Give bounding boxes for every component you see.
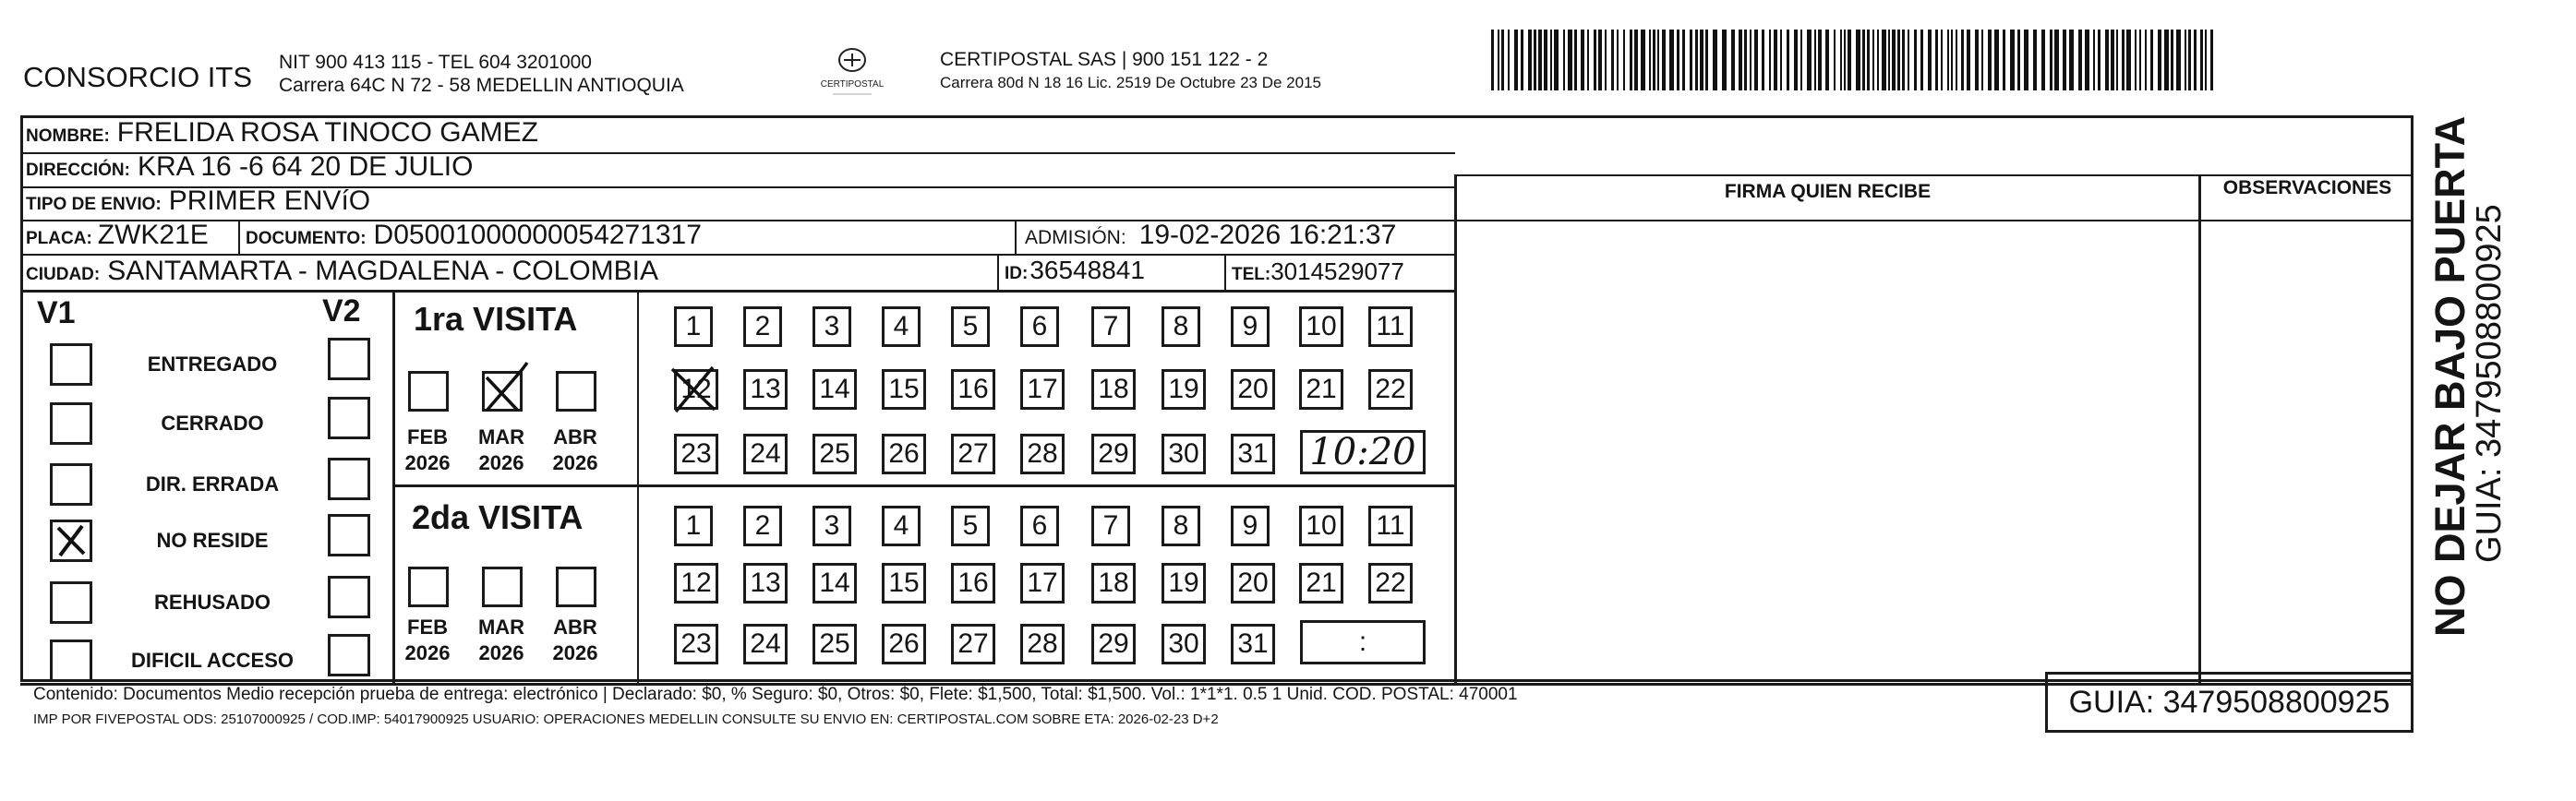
barcode-bar (1611, 30, 1614, 90)
barcode-bar (1630, 30, 1632, 90)
month-label (395, 424, 460, 476)
barcode-bar (1994, 30, 1999, 90)
barcode-bar (2150, 30, 2153, 90)
second-visit-day-5[interactable]: 5 (951, 506, 990, 546)
first-visit-day-13[interactable]: 13 (743, 369, 788, 410)
barcode-bar (1657, 30, 1659, 90)
barcode-bar (1677, 30, 1679, 90)
placa-value: ZWK21E (97, 220, 209, 250)
month-year: 2026 (552, 451, 598, 474)
status-option-label: REHUSADO (154, 591, 271, 614)
company-nit: NIT 900 413 115 - TEL 604 3201000 (279, 52, 592, 73)
barcode-bar (1988, 30, 1992, 90)
second-visit-day-10[interactable]: 10 (1299, 506, 1343, 546)
status-option-label: NO RESIDE (156, 529, 269, 552)
second-visit-day-4[interactable]: 4 (882, 506, 921, 546)
first-visit-day-25[interactable]: 25 (813, 434, 857, 474)
barcode-bar (2210, 30, 2213, 90)
second-visit-day-13[interactable]: 13 (743, 563, 788, 604)
side-guia: GUIA: 3479508800925 (2470, 204, 2509, 563)
month-label (469, 615, 534, 666)
barcode-bar (1722, 30, 1727, 90)
second-visit-day-19[interactable]: 19 (1162, 563, 1206, 604)
second-visit-title: 2da VISITA (412, 498, 584, 536)
first-visit-day-11[interactable]: 11 (1368, 306, 1413, 347)
barcode-bar (2205, 30, 2207, 90)
second-visit-day-2[interactable]: 2 (743, 506, 782, 546)
barcode-bar (1892, 30, 1896, 90)
second-visit-day-17[interactable]: 17 (1020, 563, 1065, 604)
side-no-dejar: NO DEJAR BAJO PUERTA (2426, 115, 2474, 637)
barcode-bar (1967, 30, 1970, 90)
month-year: 2026 (404, 641, 451, 664)
barcode-bar (1935, 30, 1938, 90)
x-mark-icon (668, 364, 722, 420)
barcode-bar (2116, 30, 2118, 90)
first-visit-day-24[interactable]: 24 (743, 434, 788, 474)
first-visit-day-29[interactable]: 29 (1091, 434, 1136, 474)
barcode-bar (1521, 30, 1523, 90)
second-visit-day-11[interactable]: 11 (1368, 506, 1413, 546)
second-visit-day-24[interactable]: 24 (743, 624, 788, 664)
barcode-bar (1774, 30, 1777, 90)
barcode-bar (1705, 30, 1708, 90)
footer-contenido: Contenido: Documentos Medio recepción prueba de entrega: electrónico | Declarado: $0, % Seguro: $0, Otros: $0, Flete: $1,500, Total: $1,500. Vol.: 1*1*1. 0.5 1 Unid. COD. POSTAL: 470001 (33, 685, 1518, 704)
barcode-bar (1574, 30, 1577, 90)
barcode-bar (2033, 30, 2037, 90)
barcode-bar (1534, 30, 1536, 90)
barcode-bar (2085, 30, 2089, 90)
nombre-value: FRELIDA ROSA TINOCO GAMEZ (116, 117, 538, 148)
admision-value: 19-02-2026 16:21:37 (1138, 220, 1397, 250)
barcode-bar (1617, 30, 1619, 90)
barcode-bar (1754, 30, 1758, 90)
v2-checkbox[interactable] (328, 338, 370, 380)
ciudad-value: SANTAMARTA - MAGDALENA - COLOMBIA (107, 256, 658, 286)
x-mark-icon (53, 522, 90, 559)
barcode-bar (2188, 30, 2191, 90)
company-name: CONSORCIO ITS (23, 61, 253, 93)
barcode-bar (1563, 30, 1565, 90)
barcode-bar (1975, 30, 1979, 90)
barcode-bar (1690, 30, 1692, 90)
nombre-label: NOMBRE: (26, 126, 110, 146)
first-visit-day-30[interactable]: 30 (1162, 434, 1206, 474)
first-visit-day-19[interactable]: 19 (1162, 369, 1206, 410)
barcode-bar (1794, 30, 1798, 90)
barcode-bar (1888, 30, 1890, 90)
barcode-bar (1834, 30, 1836, 90)
second-visit-day-27[interactable]: 27 (951, 624, 995, 664)
barcode-bar (1814, 30, 1816, 90)
direccion-label: DIRECCIÓN: (26, 161, 130, 180)
first-visit-day-18[interactable]: 18 (1091, 369, 1136, 410)
first-visit-day-23[interactable]: 23 (674, 434, 718, 474)
barcode-bar (1695, 30, 1698, 90)
barcode-bar (1961, 30, 1964, 90)
first-visit-day-2[interactable]: 2 (743, 306, 782, 347)
barcode-bar (2135, 30, 2137, 90)
barcode-bar (2041, 30, 2045, 90)
v2-checkbox[interactable] (328, 576, 370, 618)
barcode-bar (1840, 30, 1842, 90)
placa-label: PLACA: (26, 229, 92, 248)
barcode-bar (1877, 30, 1879, 90)
barcode-bar (1928, 30, 1932, 90)
barcode-bar (1981, 30, 1983, 90)
second-visit-day-9[interactable]: 9 (1231, 506, 1270, 546)
barcode-bar (1844, 30, 1846, 90)
barcode-bar (1662, 30, 1666, 90)
barcode-bar (1951, 30, 1953, 90)
barcode-bar (1554, 30, 1559, 90)
first-visit-day-27[interactable]: 27 (951, 434, 995, 474)
second-visit-day-23[interactable]: 23 (674, 624, 718, 664)
second-visit-day-18[interactable]: 18 (1091, 563, 1136, 604)
second-visit-day-30[interactable]: 30 (1162, 624, 1206, 664)
first-visit-day-16[interactable]: 16 (951, 369, 995, 410)
first-visit-day-12[interactable]: 12 (674, 369, 718, 410)
month-name: MAR (477, 616, 525, 639)
first-visit-time-field[interactable] (1300, 430, 1426, 474)
firma-header: FIRMA QUIEN RECIBE (1724, 181, 1932, 202)
barcode-bar (1848, 30, 1851, 90)
barcode-bar (1780, 30, 1782, 90)
carrier-name: CERTIPOSTAL SAS | 900 151 122 - 2 (940, 49, 1269, 70)
month-name: ABR (553, 616, 597, 639)
barcode-bar (1920, 30, 1923, 90)
barcode-bar (1605, 30, 1607, 90)
v1-header: V1 (37, 295, 76, 330)
barcode-bar (1682, 30, 1685, 90)
month-name: ABR (553, 425, 597, 448)
tipo-envio-value: PRIMER ENVíO (168, 185, 371, 216)
barcode-bar (1508, 30, 1510, 90)
barcode-bar (1872, 30, 1874, 90)
barcode-bar (1634, 30, 1638, 90)
second-visit-day-16[interactable]: 16 (951, 563, 995, 604)
barcode-bar (1856, 30, 1860, 90)
first-visit-day-21[interactable]: 21 (1299, 369, 1343, 410)
barcode-bar (2017, 30, 2020, 90)
certipostal-logo (813, 44, 892, 103)
month-year: 2026 (552, 641, 598, 664)
barcode-bar (1941, 30, 1943, 90)
v1-checkbox[interactable] (50, 520, 92, 562)
documento-label: DOCUMENTO: (246, 229, 367, 248)
ciudad-label: CIUDAD: (26, 265, 101, 284)
barcode-bar (1568, 30, 1572, 90)
barcode-bar (1862, 30, 1865, 90)
barcode-bar (1825, 30, 1829, 90)
barcode-bar (1818, 30, 1822, 90)
second-visit-day-21[interactable]: 21 (1299, 563, 1343, 604)
tel-value: 3014529077 (1270, 257, 1404, 285)
barcode-bar (1882, 30, 1886, 90)
first-visit-title: 1ra VISITA (414, 300, 578, 338)
v2-checkbox[interactable] (328, 397, 370, 439)
second-visit-day-1[interactable]: 1 (674, 506, 713, 546)
barcode-bar (1750, 30, 1751, 90)
tipo-envio-label: TIPO DE ENVIO: (26, 195, 162, 214)
barcode-bar (2050, 30, 2052, 90)
barcode-bar (1538, 30, 1542, 90)
second-visit-time-field[interactable] (1300, 620, 1426, 664)
first-visit-day-20[interactable]: 20 (1231, 369, 1275, 410)
footer-impresion: IMP POR FIVEPOSTAL ODS: 25107000925 / COD.IMP: 54017900925 USUARIO: OPERACIONES MEDELLIN CONSULTE SU ENVIO EN: CERTIPOSTAL.COM SOBRE ETA: 2026-02-23 D+2 (33, 711, 1219, 727)
first-visit-day-5[interactable]: 5 (951, 306, 990, 347)
barcode-bar (2158, 30, 2161, 90)
month-label (469, 424, 534, 476)
barcode-bar (1581, 30, 1584, 90)
v2-checkbox[interactable] (328, 634, 370, 676)
barcode-bar (1713, 30, 1717, 90)
month-year: 2026 (478, 641, 524, 664)
barcode-bar (2185, 30, 2186, 90)
first-visit-day-1[interactable]: 1 (674, 306, 713, 347)
second-visit-day-20[interactable]: 20 (1231, 563, 1275, 604)
first-visit-day-26[interactable]: 26 (882, 434, 926, 474)
barcode-bar (1769, 30, 1771, 90)
id-label: ID: (1005, 264, 1029, 283)
month-label (395, 615, 460, 666)
barcode-bar (2024, 30, 2028, 90)
id-value: 36548841 (1029, 256, 1145, 284)
second-visit-day-12[interactable]: 12 (674, 563, 718, 604)
barcode-bar (1544, 30, 1547, 90)
barcode-bar (1653, 30, 1655, 90)
first-visit-day-6[interactable]: 6 (1020, 306, 1059, 347)
barcode-bar (2145, 30, 2147, 90)
tel-label: TEL: (1232, 265, 1271, 284)
second-visit-time: : (1358, 627, 1367, 657)
second-visit-day-7[interactable]: 7 (1091, 506, 1130, 546)
month-checkbox-abr[interactable] (556, 567, 596, 607)
first-visit-day-14[interactable]: 14 (813, 369, 857, 410)
barcode-bar (2098, 30, 2101, 90)
barcode-bar (2171, 30, 2173, 90)
month-checkbox-feb[interactable] (408, 371, 449, 412)
status-option-label: DIR. ERRADA (145, 472, 280, 496)
month-label (543, 615, 608, 666)
v2-checkbox[interactable] (328, 458, 370, 500)
barcode-bar (1641, 30, 1645, 90)
month-year: 2026 (478, 451, 524, 474)
barcode-bar (2078, 30, 2082, 90)
v2-checkbox[interactable] (328, 514, 370, 556)
barcode-bar (2054, 30, 2059, 90)
second-visit-day-3[interactable]: 3 (813, 506, 851, 546)
month-checkbox-feb[interactable] (408, 567, 449, 607)
logo-text: CERTIPOSTAL (820, 79, 885, 90)
barcode-bar (1744, 30, 1747, 90)
barcode-bar (1947, 30, 1949, 90)
barcode-bar (1587, 30, 1589, 90)
month-name: MAR (477, 425, 525, 448)
barcode-bar (2003, 30, 2005, 90)
documento-value: D05001000000054271317 (373, 220, 702, 250)
barcode-bar (2093, 30, 2095, 90)
month-name: FEB (407, 616, 448, 639)
first-visit-day-22[interactable]: 22 (1368, 369, 1413, 410)
barcode-bar (1550, 30, 1552, 90)
barcode-bar (2139, 30, 2141, 90)
month-checkbox-abr[interactable] (556, 371, 596, 412)
v1-checkbox[interactable] (50, 402, 92, 445)
barcode-bar (2200, 30, 2203, 90)
barcode-bar (1669, 30, 1674, 90)
barcode-bar (1700, 30, 1703, 90)
v1-checkbox[interactable] (50, 581, 92, 624)
barcode-bar (1908, 30, 1909, 90)
admision-label: ADMISIÓN: (1025, 227, 1126, 248)
observaciones-header: OBSERVACIONES (2222, 177, 2392, 198)
barcode-bar (1800, 30, 1802, 90)
second-visit-day-31[interactable]: 31 (1231, 624, 1275, 664)
first-visit-day-9[interactable]: 9 (1231, 306, 1270, 347)
barcode (1491, 30, 2221, 94)
barcode-bar (1897, 30, 1900, 90)
month-year: 2026 (404, 451, 451, 474)
barcode-bar (1594, 30, 1596, 90)
second-visit-day-8[interactable]: 8 (1162, 506, 1200, 546)
v1-checkbox[interactable] (50, 343, 92, 386)
second-visit-day-29[interactable]: 29 (1091, 624, 1136, 664)
barcode-bar (1807, 30, 1812, 90)
barcode-bar (2111, 30, 2114, 90)
barcode-bar (1914, 30, 1917, 90)
barcode-bar (1514, 30, 1518, 90)
barcode-bar (2010, 30, 2015, 90)
company-address: Carrera 64C N 72 - 58 MEDELLIN ANTIOQUIA (279, 75, 684, 96)
first-visit-day-15[interactable]: 15 (882, 369, 926, 410)
barcode-bar (2126, 30, 2131, 90)
barcode-bar (1623, 30, 1625, 90)
second-visit-day-14[interactable]: 14 (813, 563, 857, 604)
first-visit-day-10[interactable]: 10 (1299, 306, 1343, 347)
barcode-bar (1598, 30, 1602, 90)
barcode-bar (2164, 30, 2169, 90)
barcode-bar (2176, 30, 2181, 90)
status-option-label: CERRADO (161, 412, 264, 435)
month-name: FEB (407, 425, 448, 448)
v2-header: V2 (322, 293, 361, 329)
v1-checkbox[interactable] (50, 463, 92, 506)
second-visit-day-22[interactable]: 22 (1368, 563, 1413, 604)
barcode-bar (2105, 30, 2109, 90)
barcode-bar (2122, 30, 2125, 90)
barcode-bar (1649, 30, 1651, 90)
status-option-label: ENTREGADO (147, 353, 278, 376)
first-visit-day-17[interactable]: 17 (1020, 369, 1065, 410)
barcode-bar (1739, 30, 1742, 90)
first-visit-time: 10:20 (1309, 431, 1416, 473)
second-visit-day-15[interactable]: 15 (882, 563, 926, 604)
second-visit-day-25[interactable]: 25 (813, 624, 857, 664)
x-mark-icon (481, 359, 536, 416)
v1-checkbox[interactable] (50, 640, 92, 682)
guia-box-text: GUIA: 3479508800925 (2068, 684, 2390, 720)
barcode-bar (1501, 30, 1504, 90)
month-checkbox-mar[interactable] (482, 371, 523, 412)
barcode-bar (1731, 30, 1735, 90)
first-visit-day-28[interactable]: 28 (1020, 434, 1065, 474)
carrier-address: Carrera 80d N 18 16 Lic. 2519 De Octubre 23 De 2015 (940, 74, 1321, 91)
first-visit-day-3[interactable]: 3 (813, 306, 851, 347)
status-option-label: DIFICIL ACCESO (130, 649, 294, 672)
first-visit-day-7[interactable]: 7 (1091, 306, 1130, 347)
barcode-bar (1491, 30, 1494, 90)
second-visit-day-26[interactable]: 26 (882, 624, 926, 664)
barcode-bar (1498, 30, 1499, 90)
month-checkbox-mar[interactable] (482, 567, 523, 607)
second-visit-day-6[interactable]: 6 (1020, 506, 1059, 546)
firma-area[interactable] (1457, 210, 2198, 683)
guia-box (2045, 672, 2413, 733)
barcode-bar (2194, 30, 2197, 90)
barcode-bar (1787, 30, 1789, 90)
second-visit-day-28[interactable]: 28 (1020, 624, 1065, 664)
first-visit-day-4[interactable]: 4 (882, 306, 921, 347)
month-label (543, 424, 608, 476)
barcode-bar (1902, 30, 1905, 90)
barcode-bar (2063, 30, 2066, 90)
barcode-bar (1867, 30, 1870, 90)
barcode-bar (1762, 30, 1764, 90)
barcode-bar (1956, 30, 1957, 90)
first-visit-day-8[interactable]: 8 (1162, 306, 1200, 347)
barcode-bar (2069, 30, 2074, 90)
direccion-value: KRA 16 -6 64 20 DE JULIO (137, 151, 474, 182)
observaciones-area[interactable] (2201, 210, 2413, 683)
barcode-bar (1528, 30, 1532, 90)
first-visit-day-31[interactable]: 31 (1231, 434, 1275, 474)
